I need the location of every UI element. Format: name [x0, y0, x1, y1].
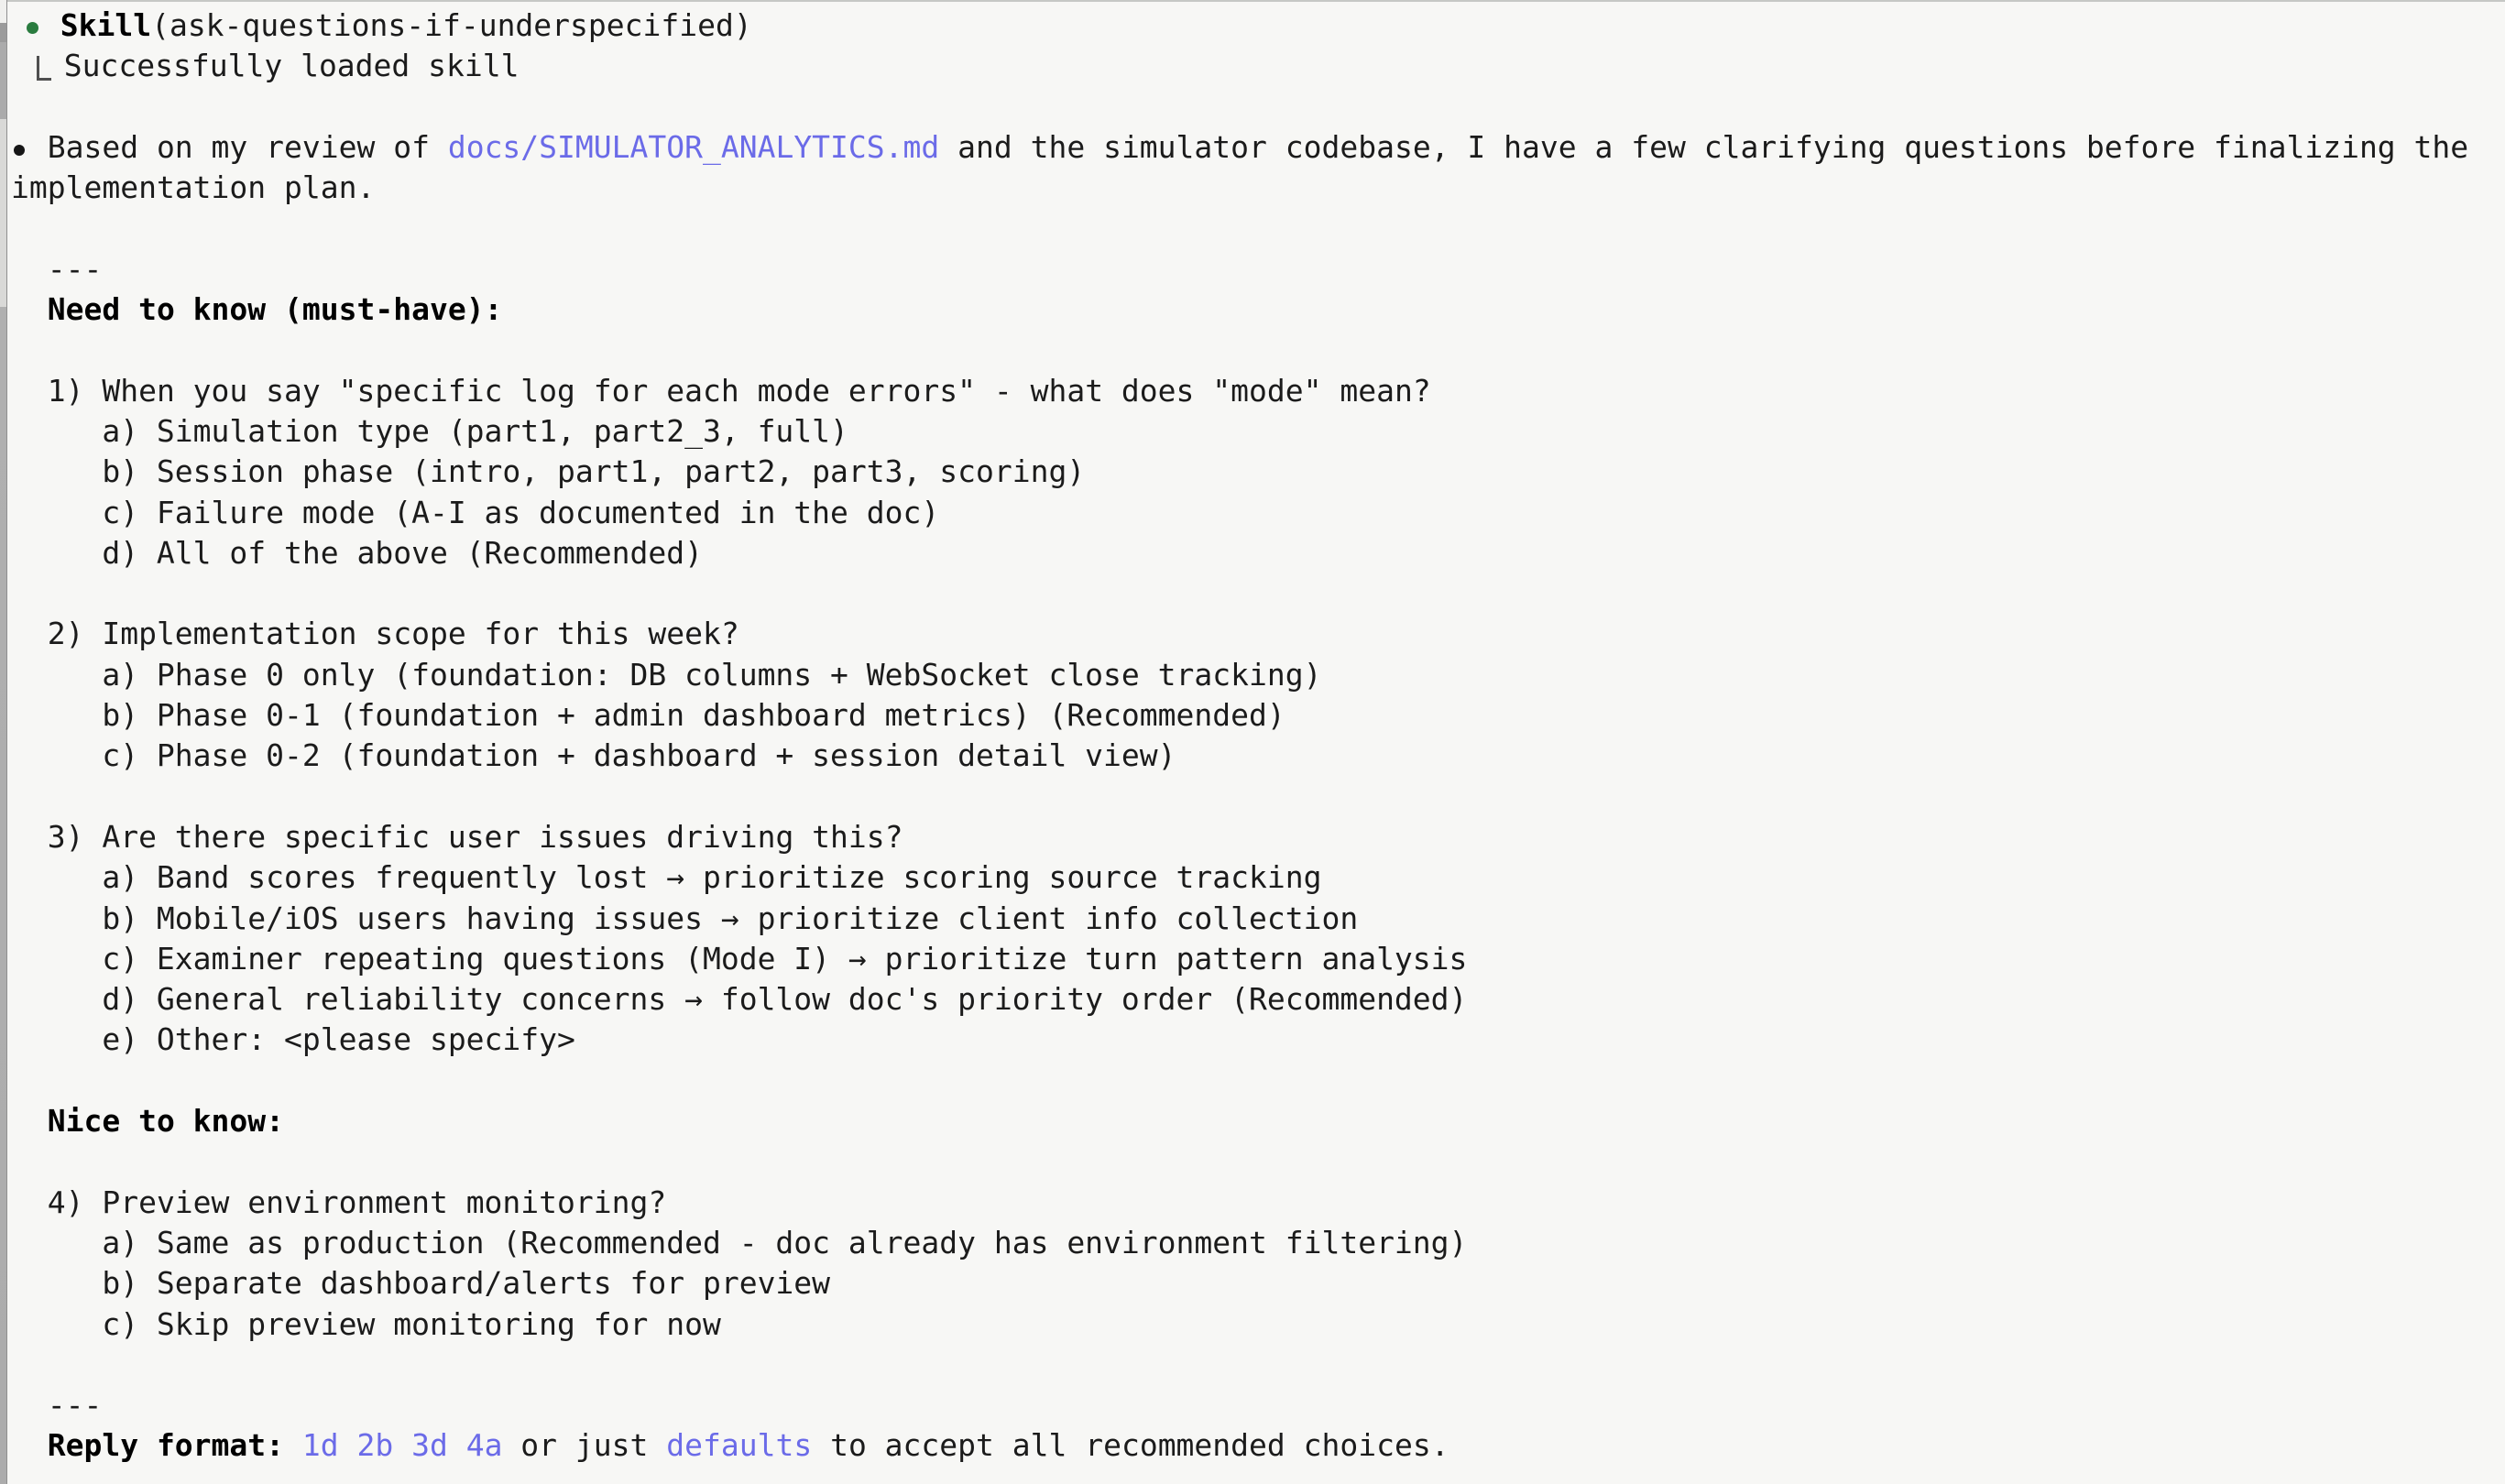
terminal-output: [7, 2, 2505, 1467]
q4-option-c: c) Skip preview monitoring for now: [102, 1305, 721, 1342]
reply-format-label: Reply format:: [47, 1427, 302, 1464]
blank-line: [11, 573, 2505, 614]
blank-line: [11, 87, 2505, 127]
tool-status-bullet-icon: [24, 5, 60, 46]
question-1-line: 1) When you say "specific log for each mode errors" - what does "mode" mean?: [47, 372, 1431, 409]
blank-line: [11, 330, 2505, 370]
message-bullet-icon: [11, 127, 48, 168]
q3-option-d: d) General reliability concerns → follow doc's priority order (Recommended): [102, 981, 1468, 1018]
skill-result-line: [11, 46, 2505, 86]
q3-option-e: e) Other: <please specify>: [102, 1021, 575, 1058]
q4-option-a: a) Same as production (Recommended - doc already has environment filtering): [102, 1224, 1468, 1260]
divider-top: ---: [47, 250, 103, 287]
q3-option-b: b) Mobile/iOS users having issues → prioritize client info collection: [102, 900, 1359, 936]
message-intro-line-2: implementation plan.: [11, 169, 376, 206]
q3-option-c: c) Examiner repeating questions (Mode I) → prioritize turn pattern analysis: [102, 940, 1468, 977]
blank-line: [11, 777, 2505, 817]
reply-mid-text: or just: [502, 1427, 667, 1464]
reply-format-line: [11, 1425, 2505, 1466]
q2-option-a: a) Phase 0 only (foundation: DB columns + WebSocket close tracking): [102, 656, 1322, 693]
skill-result-text: Successfully loaded skill: [63, 48, 520, 84]
divider-bottom: ---: [47, 1387, 103, 1424]
q2-option-b: b) Phase 0-1 (foundation + admin dashboard metrics) (Recommended): [102, 697, 1285, 734]
q3-option-a: a) Band scores frequently lost → prioritize scoring source tracking: [102, 859, 1322, 896]
reply-tail-text: to accept all recommended choices.: [812, 1427, 1449, 1464]
q4-option-b: b) Separate dashboard/alerts for preview: [102, 1265, 831, 1302]
q1-option-d: d) All of the above (Recommended): [102, 534, 703, 571]
q1-option-b: b) Session phase (intro, part1, part2, part3, scoring): [102, 453, 1086, 490]
intro-text-before-link: Based on my review of: [47, 128, 448, 165]
question-2-line: 2) Implementation scope for this week?: [47, 616, 739, 652]
skill-tool-name: Skill: [60, 7, 152, 43]
blank-line: [11, 1141, 2505, 1182]
question-3-line: 3) Are there specific user issues driving this?: [47, 818, 903, 855]
q2-option-c: c) Phase 0-2 (foundation + dashboard + session detail view): [102, 737, 1176, 774]
q1-option-c: c) Failure mode (A-I as documented in the doc): [102, 494, 940, 530]
question-4-line: 4) Preview environment monitoring?: [47, 1184, 667, 1220]
result-connector-icon: [37, 46, 64, 86]
blank-line: [11, 208, 2505, 248]
q1-option-a: a) Simulation type (part1, part2_3, full): [102, 412, 848, 449]
section-nice-to-know-heading: Nice to know:: [47, 1103, 285, 1140]
intro-text-after-link: and the simulator codebase, I have a few clarifying questions before finalizing the: [939, 128, 2469, 165]
skill-tool-args: (ask-questions-if-underspecified): [151, 7, 752, 43]
reply-codes-link[interactable]: 1d 2b 3d 4a: [301, 1427, 503, 1464]
doc-file-link[interactable]: docs/SIMULATOR_ANALYTICS.md: [447, 128, 940, 165]
blank-line: [11, 1061, 2505, 1101]
skill-invocation-line: [11, 5, 2505, 46]
message-intro-line-1: [11, 127, 2505, 168]
reply-defaults-link[interactable]: defaults: [666, 1427, 813, 1464]
section-must-have-heading: Need to know (must-have):: [47, 291, 503, 328]
window-edge-scrollbar[interactable]: [0, 0, 7, 1484]
blank-line: [11, 1345, 2505, 1385]
